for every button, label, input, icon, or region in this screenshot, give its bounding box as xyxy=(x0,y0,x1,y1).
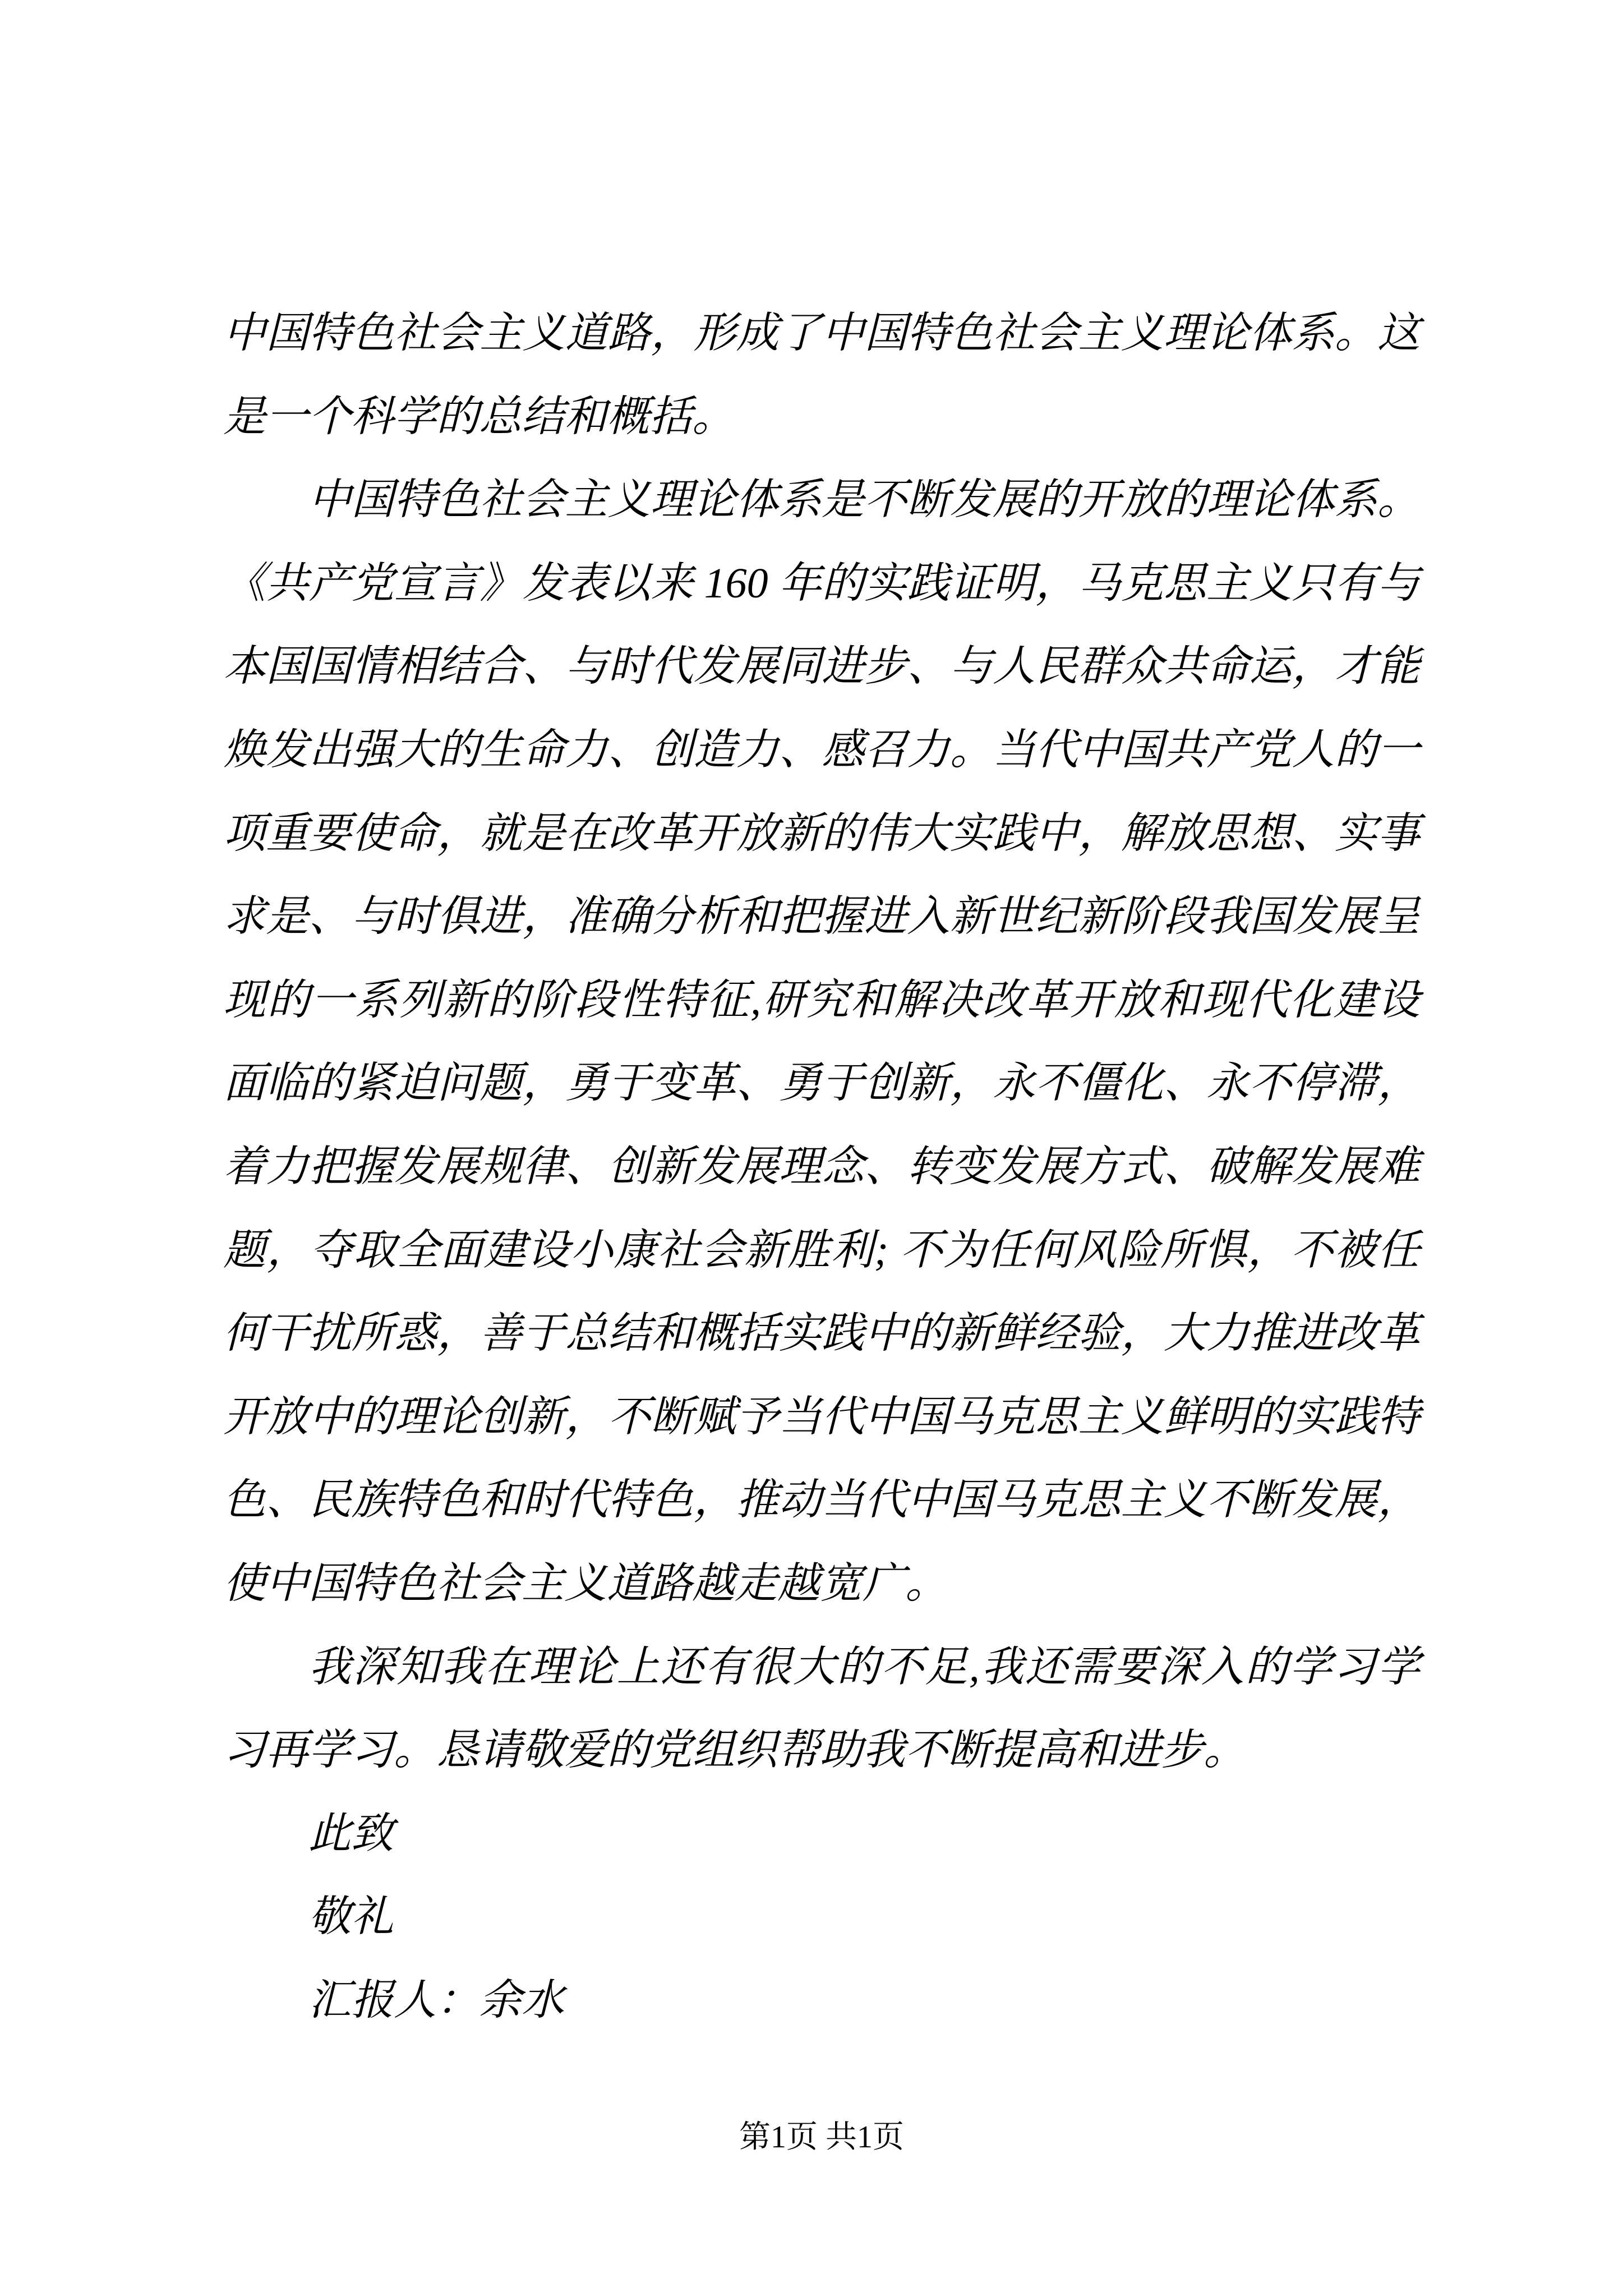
text-line: 着力把握发展规律、创新发展理念、转变发展方式、破解发展难 xyxy=(223,1143,1420,1190)
text-line: 《共产党宣言》发表以来 160 年的实践证明，马克思主义只有与 xyxy=(223,559,1420,607)
text-line: 是一个科学的总结和概括。 xyxy=(223,393,735,440)
text-line: 项重要使命，就是在改革开放新的伟大实践中，解放思想、实事 xyxy=(223,809,1420,857)
closing-salutation-line: 此致 xyxy=(308,1810,394,1857)
text-line: 现的一系列新的阶段性特征,研究和解决改革开放和现代化建设 xyxy=(223,976,1420,1024)
text-line: 色、民族特色和时代特色，推动当代中国马克思主义不断发展， xyxy=(223,1476,1420,1524)
text-line: 我深知我在理论上还有很大的不足,我还需要深入的学习学 xyxy=(308,1643,1420,1691)
text-line: 求是、与时俱进，准确分析和把握进入新世纪新阶段我国发展呈 xyxy=(223,893,1420,941)
page-footer: 第1页 共1页 xyxy=(739,2120,904,2155)
text-line: 习再学习。恳请敬爱的党组织帮助我不断提高和进步。 xyxy=(223,1727,1246,1774)
text-line: 本国国情相结合、与时代发展同进步、与人民群众共命运，才能 xyxy=(223,643,1420,691)
document-body xyxy=(223,292,1420,2042)
text-line: 焕发出强大的生命力、创造力、感召力。当代中国共产党人的一 xyxy=(223,726,1420,774)
text-line: 题，夺取全面建设小康社会新胜利; 不为任何风险所惧，不被任 xyxy=(223,1226,1420,1274)
text-line: 开放中的理论创新，不断赋予当代中国马克思主义鲜明的实践特 xyxy=(223,1393,1420,1441)
reporter-signature-line: 汇报人：余水 xyxy=(308,1976,564,2024)
text-line: 中国特色社会主义道路，形成了中国特色社会主义理论体系。这 xyxy=(223,310,1420,357)
text-line: 中国特色社会主义理论体系是不断发展的开放的理论体系。 xyxy=(308,476,1420,524)
closing-salutation-line: 敬礼 xyxy=(308,1893,394,1941)
text-line: 何干扰所惑，善于总结和概括实践中的新鲜经验，大力推进改革 xyxy=(223,1310,1420,1358)
text-line: 使中国特色社会主义道路越走越宽广。 xyxy=(223,1559,948,1607)
text-line: 面临的紧迫问题，勇于变革、勇于创新，永不僵化、永不停滞， xyxy=(223,1060,1420,1107)
